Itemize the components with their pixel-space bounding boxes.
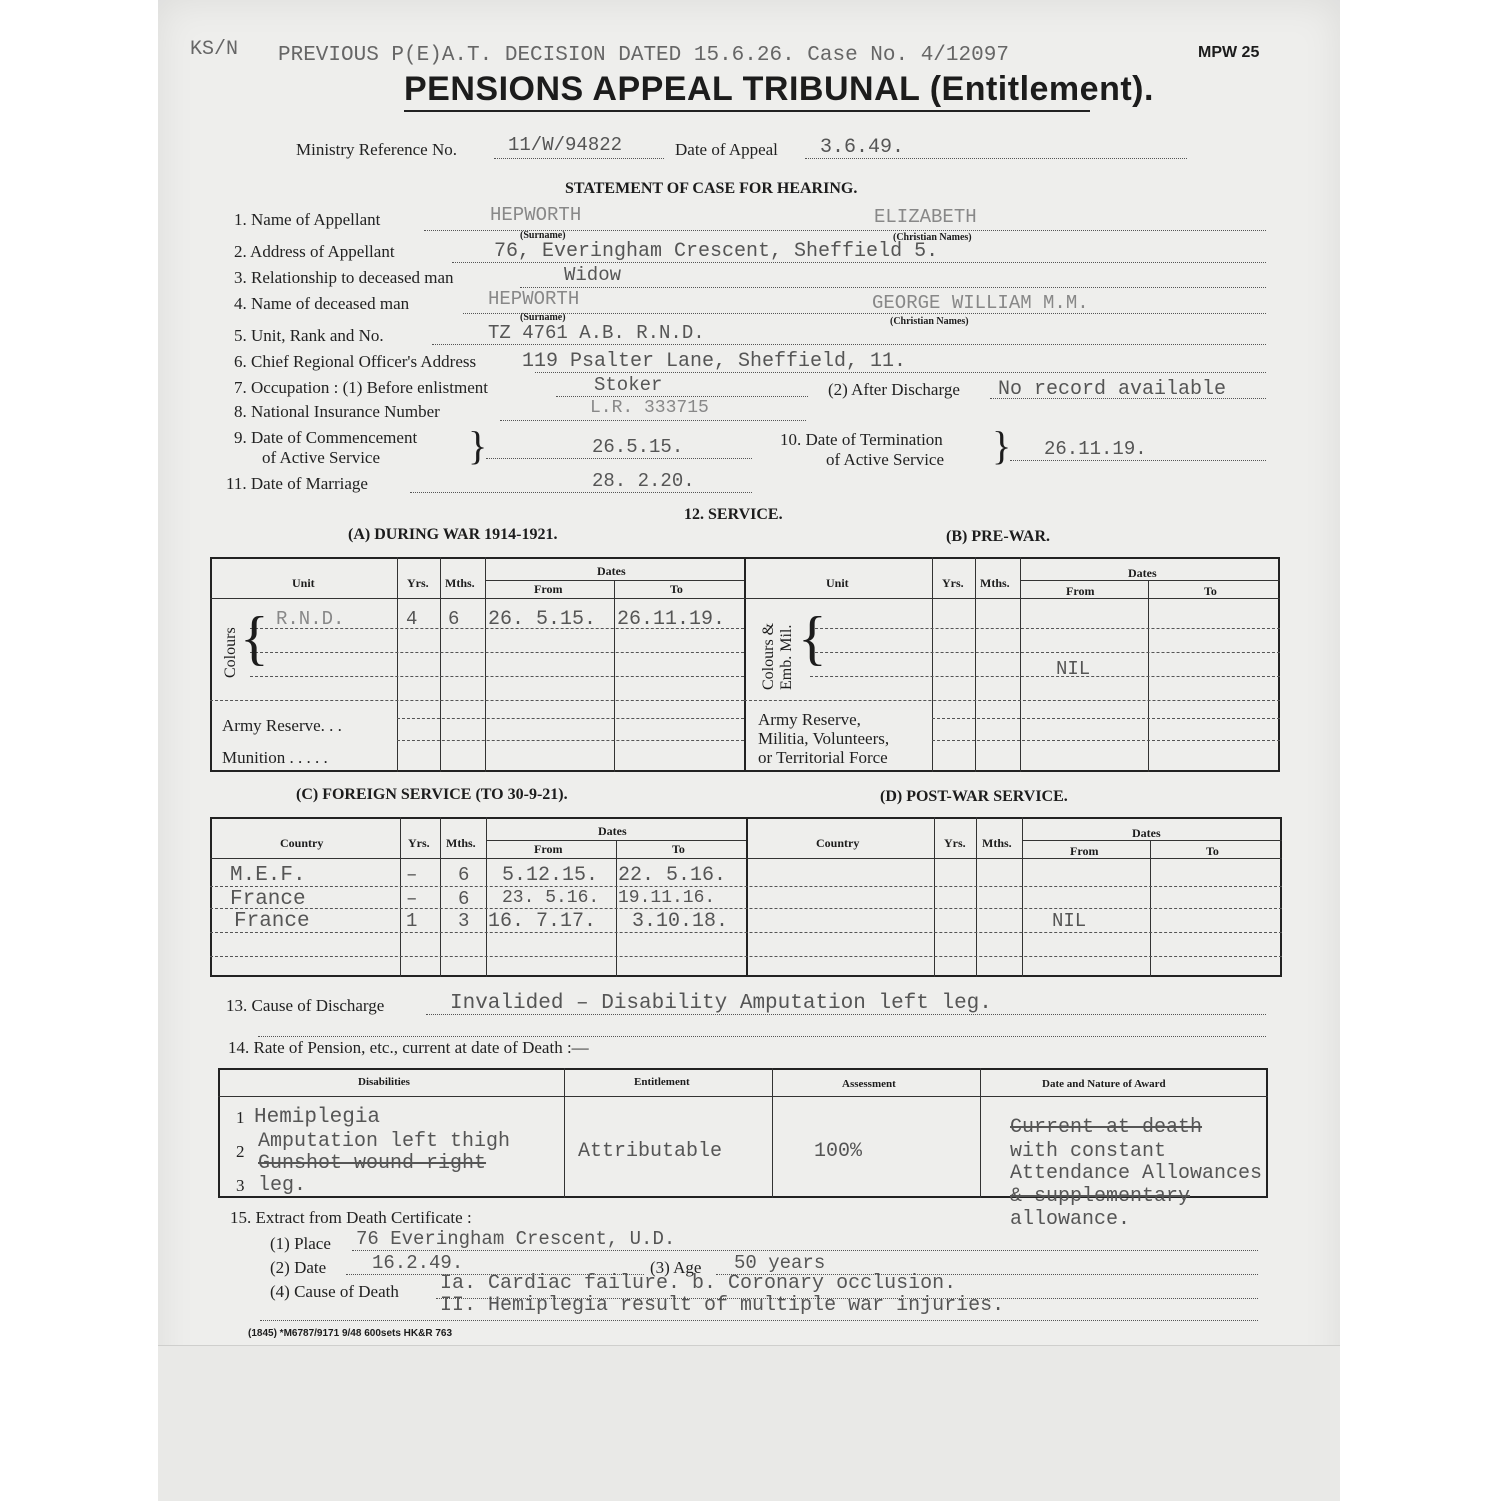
b-nil: NIL <box>1056 658 1091 680</box>
discharge-value: Invalided – Disability Amputation left leg. <box>450 992 992 1015</box>
deceased-christian-names: GEORGE WILLIAM M.M. <box>872 292 1089 314</box>
ref-initials: KS/N <box>190 38 239 61</box>
field-6-label: 6. Chief Regional Officer's Address <box>234 352 477 371</box>
col-mths: Mths. <box>980 576 1010 590</box>
award-line-3: Attendance Allowances <box>1010 1162 1263 1185</box>
appeal-date-label: Date of Appeal <box>675 140 778 159</box>
a-row-from: 26. 5.15. <box>488 608 597 631</box>
disability-num-3: 3 <box>236 1176 245 1195</box>
deceased-surname: HEPWORTH <box>488 288 580 310</box>
field-5-label: 5. Unit, Rank and No. <box>234 326 384 345</box>
field-9-label-2: of Active Service <box>262 448 381 467</box>
death-cause-label: (4) Cause of Death <box>270 1282 399 1301</box>
death-place-label: (1) Place <box>270 1234 331 1253</box>
discharge-label: 13. Cause of Discharge <box>226 996 385 1015</box>
death-age-value: 50 years <box>734 1252 826 1274</box>
disability-num-1: 1 <box>236 1108 245 1127</box>
award-line-2: with constant <box>1010 1140 1167 1163</box>
lower-sheet <box>158 1345 1340 1501</box>
c-row-2-from: 23. 5.16. <box>502 888 600 908</box>
disability-3-cont: leg. <box>258 1174 307 1197</box>
death-cause-line-1: Ia. Cardiac failure. b. Coronary occlusion. <box>440 1272 957 1295</box>
dotted-line <box>486 458 752 459</box>
regional-officer-address: 119 Psalter Lane, Sheffield, 11. <box>522 350 907 373</box>
marriage-date: 28. 2.20. <box>592 470 695 492</box>
service-title: 12. SERVICE. <box>684 506 783 523</box>
field-9-label: 9. Date of Commencement <box>234 428 418 447</box>
emb-mil-label: Emb. Mil. <box>778 624 795 690</box>
col-unit: Unit <box>826 576 849 590</box>
appeal-date-value: 3.6.49. <box>820 136 905 159</box>
col-to: To <box>670 582 683 596</box>
col-award: Date and Nature of Award <box>1042 1078 1166 1090</box>
col-country: Country <box>816 836 860 850</box>
field-2-label: 2. Address of Appellant <box>234 242 395 261</box>
brace: } <box>992 423 1012 468</box>
field-7-label: 7. Occupation : (1) Before enlistment <box>234 378 488 397</box>
field-10-label-2: of Active Service <box>826 450 945 469</box>
dotted-line <box>258 1036 1266 1037</box>
printer-code: (1845) *M6787/9171 9/48 600sets HK&R 763 <box>248 1328 453 1339</box>
death-date-value: 16.2.49. <box>372 1252 464 1274</box>
dotted-line <box>1010 460 1266 461</box>
surname-caption: (Surname) <box>520 312 566 323</box>
christian-caption: (Christian Names) <box>890 316 969 327</box>
section-c-title: (C) FOREIGN SERVICE (TO 30-9-21). <box>296 786 568 803</box>
col-from: From <box>534 582 563 596</box>
occupation-after: No record available <box>998 378 1227 401</box>
c-row-2-country: France <box>230 888 306 911</box>
disability-3: Gunshot wound right <box>258 1152 487 1175</box>
dotted-line <box>463 313 1266 314</box>
dotted-line <box>520 287 1266 288</box>
termination-date: 26.11.19. <box>1044 438 1147 460</box>
disability-num-2: 2 <box>236 1142 245 1161</box>
army-reserve-label: Army Reserve. . . <box>222 716 342 735</box>
dotted-line <box>500 420 806 421</box>
munition-label: Munition . . . . . <box>222 748 328 767</box>
entitlement-value: Attributable <box>578 1140 723 1163</box>
a-row-yrs: 4 <box>406 608 418 630</box>
col-to: To <box>1204 584 1217 598</box>
a-row-unit: R.N.D. <box>276 608 345 630</box>
col-to: To <box>1206 844 1219 858</box>
assessment-value: 100% <box>814 1140 863 1163</box>
col-unit: Unit <box>292 576 315 590</box>
dotted-line <box>426 1014 1266 1015</box>
b-militia-label: Militia, Volunteers, <box>758 729 890 748</box>
death-date-label: (2) Date <box>270 1258 327 1277</box>
award-line-5: allowance. <box>1010 1208 1131 1231</box>
pension-label: 14. Rate of Pension, etc., current at date of Death :— <box>228 1038 589 1057</box>
col-assessment: Assessment <box>842 1078 896 1090</box>
field-4-label: 4. Name of deceased man <box>234 294 410 313</box>
unit-rank-value: TZ 4761 A.B. R.N.D. <box>488 322 705 344</box>
dotted-line <box>494 158 664 159</box>
col-entitlement: Entitlement <box>634 1076 690 1088</box>
occupation-before: Stoker <box>594 374 663 396</box>
award-line-4: & supplementary <box>1010 1185 1191 1208</box>
c-row-2-to: 19.11.16. <box>618 888 716 908</box>
form-title: PENSIONS APPEAL TRIBUNAL (Entitlement). <box>404 70 1154 108</box>
disability-2: Amputation left thigh <box>258 1130 511 1153</box>
disability-1: Hemiplegia <box>254 1106 381 1129</box>
col-dates: Dates <box>597 564 626 578</box>
dotted-line <box>432 344 1266 345</box>
after-discharge-label: (2) After Discharge <box>828 380 960 399</box>
section-d-title: (D) POST-WAR SERVICE. <box>880 788 1068 805</box>
death-place-value: 76 Everingham Crescent, U.D. <box>356 1228 676 1250</box>
b-territorial-label: or Territorial Force <box>758 748 888 767</box>
christian-caption: (Christian Names) <box>893 232 972 243</box>
dotted-line <box>352 1250 1258 1251</box>
c-row-2-mths: 6 <box>458 888 470 910</box>
col-from: From <box>1066 584 1095 598</box>
section-b-title: (B) PRE-WAR. <box>946 528 1050 545</box>
colours-emb-label: Colours & <box>760 622 777 690</box>
ministry-ref-label: Ministry Reference No. <box>296 140 457 159</box>
col-dates: Dates <box>598 824 627 838</box>
national-insurance-number: L.R. 333715 <box>590 398 709 418</box>
c-row-1-from: 5.12.15. <box>502 864 599 887</box>
dotted-line <box>452 262 1266 263</box>
death-age-label: (3) Age <box>650 1258 702 1277</box>
col-mths: Mths. <box>982 836 1012 850</box>
dotted-line <box>990 398 1266 399</box>
field-8-label: 8. National Insurance Number <box>234 402 440 421</box>
dotted-line <box>535 372 1266 373</box>
dotted-line <box>556 396 808 397</box>
field-1-label: 1. Name of Appellant <box>234 210 381 229</box>
dotted-line <box>260 1320 1258 1321</box>
c-row-1-yrs: – <box>406 864 418 886</box>
brace: { <box>798 605 827 671</box>
field-3-label: 3. Relationship to deceased man <box>234 268 454 287</box>
c-row-3-to: 3.10.18. <box>632 910 729 933</box>
statement-title: STATEMENT OF CASE FOR HEARING. <box>565 180 858 197</box>
ministry-ref-value: 11/W/94822 <box>508 134 623 156</box>
col-country: Country <box>280 836 324 850</box>
death-extract-label: 15. Extract from Death Certificate : <box>230 1208 472 1227</box>
title-underline <box>404 110 1090 112</box>
brace: } <box>468 423 488 468</box>
appellant-christian-names: ELIZABETH <box>874 206 977 228</box>
c-row-2-yrs: – <box>406 888 418 910</box>
previous-decision: PREVIOUS P(E)A.T. DECISION DATED 15.6.26. Case No. 4/12097 <box>278 44 1009 67</box>
appellant-surname: HEPWORTH <box>490 204 582 226</box>
col-to: To <box>672 842 685 856</box>
dotted-line <box>410 492 752 493</box>
d-nil: NIL <box>1052 910 1087 932</box>
col-yrs: Yrs. <box>408 836 430 850</box>
a-row-mths: 6 <box>448 608 460 630</box>
b-army-reserve-label: Army Reserve, <box>758 710 861 729</box>
col-from: From <box>1070 844 1099 858</box>
c-row-1-mths: 6 <box>458 864 470 886</box>
dotted-line <box>805 158 1187 159</box>
c-row-3-mths: 3 <box>458 910 470 932</box>
commencement-date: 26.5.15. <box>592 436 684 458</box>
award-line-1: Current at death <box>1010 1116 1203 1139</box>
col-dates: Dates <box>1128 566 1157 580</box>
col-yrs: Yrs. <box>944 836 966 850</box>
col-disabilities: Disabilities <box>358 1076 410 1088</box>
col-dates: Dates <box>1132 826 1161 840</box>
col-from: From <box>534 842 563 856</box>
c-row-3-from: 16. 7.17. <box>488 910 597 933</box>
colours-label: Colours <box>222 627 239 678</box>
surname-caption: (Surname) <box>520 230 566 241</box>
c-row-1-to: 22. 5.16. <box>618 864 727 887</box>
a-row-to: 26.11.19. <box>617 608 726 631</box>
c-row-3-yrs: 1 <box>406 910 418 932</box>
col-mths: Mths. <box>446 836 476 850</box>
death-cause-line-2: II. Hemiplegia result of multiple war injuries. <box>440 1294 1005 1317</box>
dotted-line <box>436 1298 1258 1299</box>
field-10-label: 10. Date of Termination <box>780 430 943 449</box>
col-mths: Mths. <box>445 576 475 590</box>
brace: { <box>240 605 269 671</box>
relationship-value: Widow <box>564 264 622 286</box>
col-yrs: Yrs. <box>407 576 429 590</box>
col-yrs: Yrs. <box>942 576 964 590</box>
section-a-title: (A) DURING WAR 1914-1921. <box>348 526 558 543</box>
appellant-address: 76, Everingham Crescent, Sheffield 5. <box>494 240 939 263</box>
form-code: MPW 25 <box>1198 44 1260 61</box>
c-row-3-country: France <box>234 910 310 933</box>
c-row-1-country: M.E.F. <box>230 864 306 887</box>
field-11-label: 11. Date of Marriage <box>226 474 368 493</box>
